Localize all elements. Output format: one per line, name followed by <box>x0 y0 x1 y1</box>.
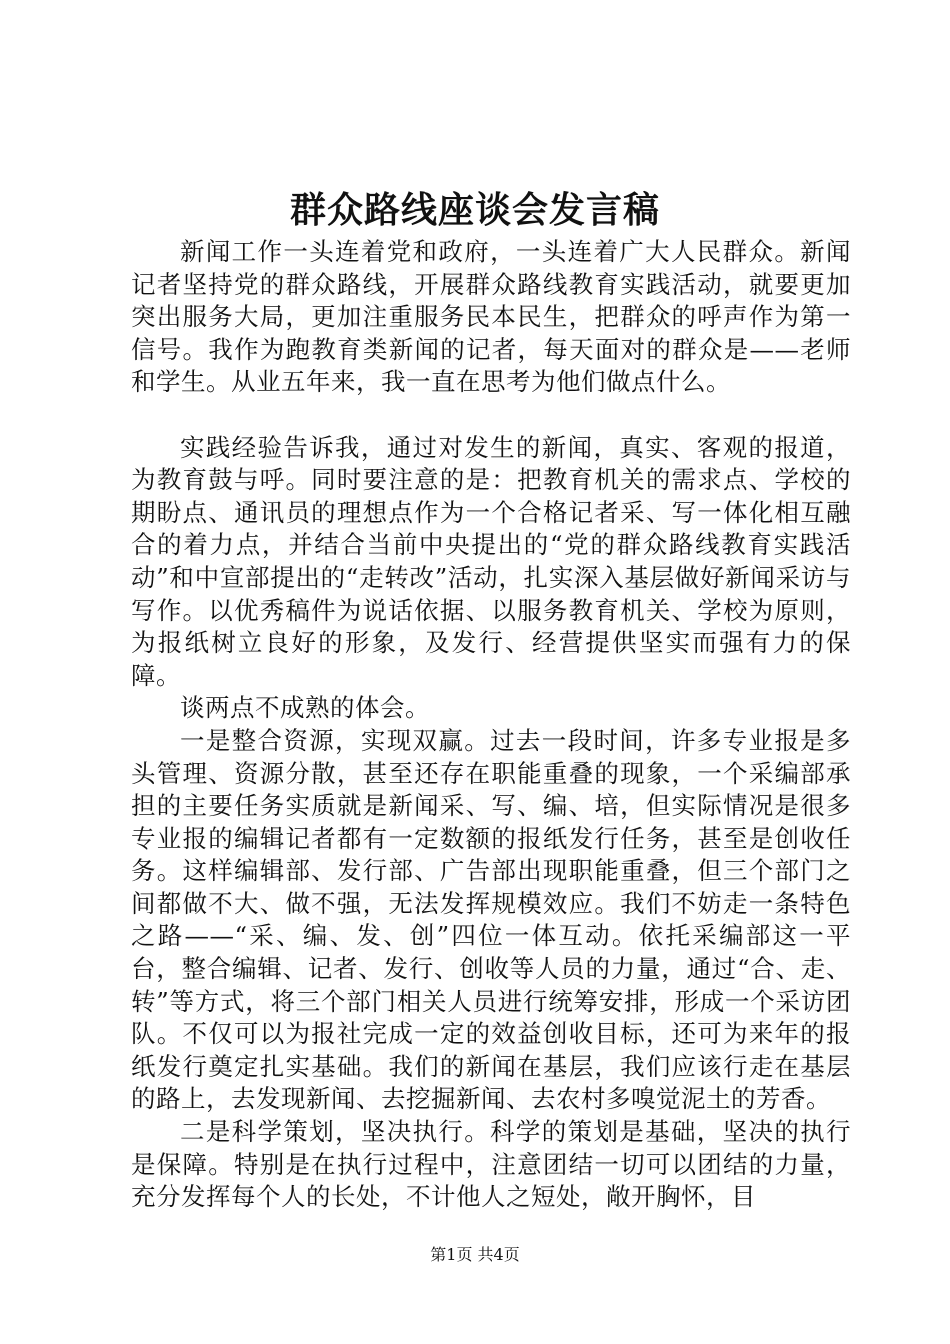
paragraph-practice: 实践经验告诉我，通过对发生的新闻，真实、客观的报道，为教育鼓与呼。同时要注意的是：把教育机关的需求点、学校的期盼点、通讯员的理想点作为一个合格记者采、写一体化相互融合的着力点，并结合当前中央提出的“党的群众路线教育实践活动”和中宣部提出的“走转改”活动，扎实深入基层做好新闻采访与写作。以优秀稿件为说话依据、以服务教育机关、学校为原则，为报纸树立良好的形象，及发行、经营提供坚实而强有力的保障。 <box>131 432 851 690</box>
paragraph-intro: 新闻工作一头连着党和政府，一头连着广大人民群众。新闻记者坚持党的群众路线，开展群众路线教育实践活动，就要更加突出服务大局，更加注重服务民本民生，把群众的呼声作为第一信号。我作为跑教育类新闻的记者，每天面对的群众是——老师和学生。从业五年来，我一直在思考为他们做点什么。 <box>131 237 851 397</box>
page-footer: 第1页 共4页 <box>430 1245 520 1264</box>
document-title: 群众路线座谈会发言稿 <box>289 189 660 231</box>
paragraph-point-two: 二是科学策划，坚决执行。科学的策划是基础，坚决的执行是保障。特别是在执行过程中，注意团结一切可以团结的力量，充分发挥每个人的长处，不计他人之短处，敞开胸怀，目 <box>131 1117 851 1212</box>
document-body <box>131 236 851 1214</box>
paragraph-experiences-intro: 谈两点不成熟的体会。 <box>180 693 430 723</box>
paragraph-point-one: 一是整合资源，实现双赢。过去一段时间，许多专业报是多头管理、资源分散，甚至还存在职能重叠的现象，一个采编部承担的主要任务实质就是新闻采、写、编、培，但实际情况是很多专业报的编辑记者都有一定数额的报纸发行任务，甚至是创收任务。这样编辑部、发行部、广告部出现职能重叠，但三个部门之间都做不大、做不强，无法发挥规模效应。我们不妨走一条特色之路——“采、编、发、创”四位一体互动。依托采编部这一平台，整合编辑、记者、发行、创收等人员的力量，通过“合、走、转”等方式，将三个部门相关人员进行统筹安排，形成一个采访团队。不仅可以为报社完成一定的效益创收目标，还可为来年的报纸发行奠定扎实基础。我们的新闻在基层，我们应该行走在基层的路上，去发现新闻、去挖掘新闻、去农村多嗅觉泥土的芳香。 <box>131 725 851 1114</box>
